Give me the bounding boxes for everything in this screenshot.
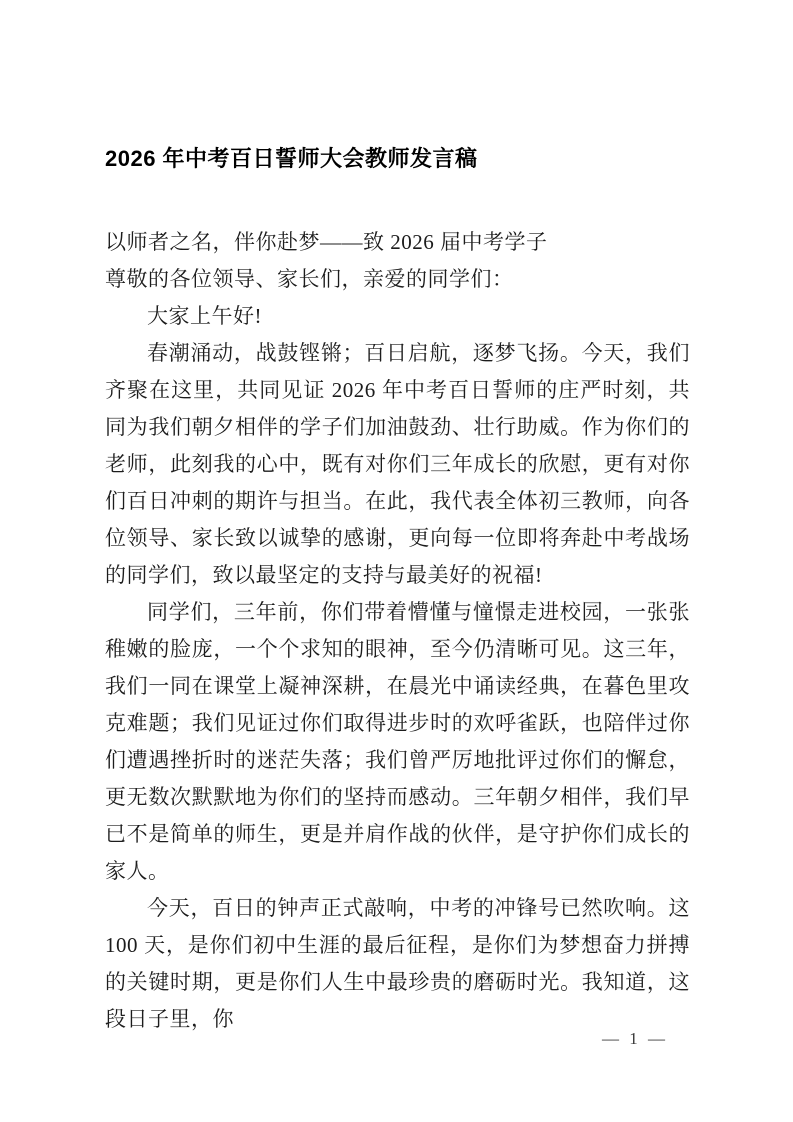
greeting-line: 大家上午好!	[147, 304, 262, 328]
document-subtitle: 以师者之名，伴你赴梦——致 2026 届中考学子	[105, 230, 548, 254]
body-paragraph: 春潮涌动，战鼓铿锵；百日启航，逐梦飞扬。今天，我们齐聚在这里，共同见证 2026 年中考百日誓师的庄严时刻，共同为我们朝夕相伴的学子们加油鼓劲、壮行助威。作为你们的老师，此刻我的心中，既有对你们三年成长的欣慰，更有对你们百日冲刺的期许与担当。在此，我代表全体初三教师，向各位领导、家长致以诚挚的感谢，更向每一位即将奔赴中考战场的同学们，致以最坚定的支持与最美好的祝福!	[105, 341, 690, 587]
salutation-line: 尊敬的各位领导、家长们，亲爱的同学们：	[105, 267, 514, 291]
body-paragraph: 今天，百日的钟声正式敲响，中考的冲锋号已然吹响。这 100 天，是你们初中生涯的最后征程，是你们为梦想奋力拼搏的关键时期，更是你们人生中最珍贵的磨砺时光。我知道，这段日子里，你	[105, 896, 690, 1031]
body-paragraph: 同学们，三年前，你们带着懵懂与憧憬走进校园，一张张稚嫩的脸庞，一个个求知的眼神，至今仍清晰可见。这三年，我们一同在课堂上凝神深耕，在晨光中诵读经典，在暮色里攻克难题；我们见证过你们取得进步时的欢呼雀跃，也陪伴过你们遭遇挫折时的迷茫失落；我们曾严厉地批评过你们的懈怠，更无数次默默地为你们的坚持而感动。三年朝夕相伴，我们早已不是简单的师生，更是并肩作战的伙伴，是守护你们成长的家人。	[105, 600, 690, 883]
page-number: — 1 —	[602, 1029, 668, 1048]
document-content	[105, 146, 690, 1038]
document-body	[105, 224, 690, 1038]
document-title: 2026 年中考百日誓师大会教师发言稿	[105, 146, 478, 171]
